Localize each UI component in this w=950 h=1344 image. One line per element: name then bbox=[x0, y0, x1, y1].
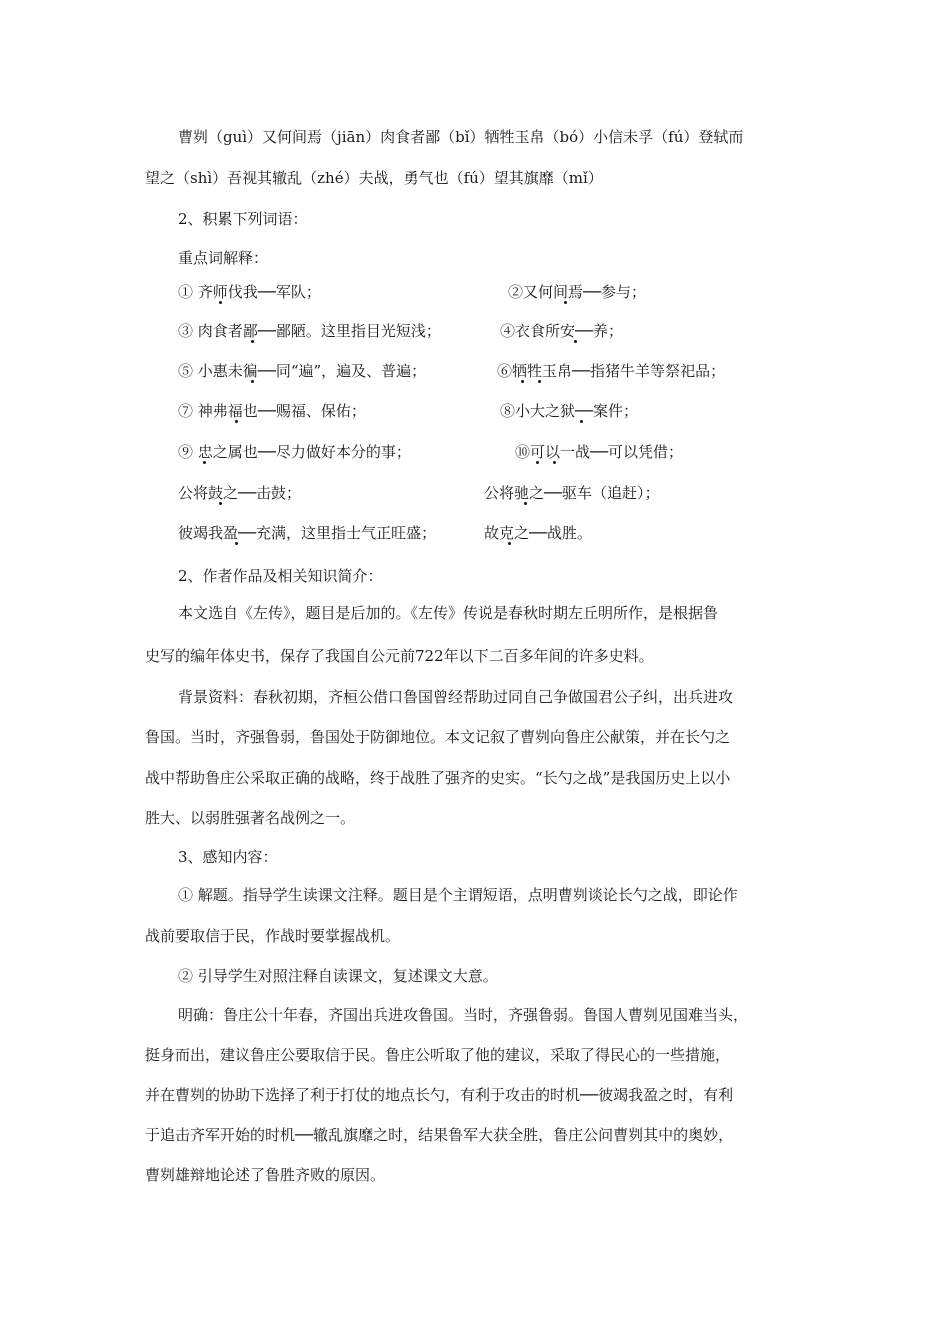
background-para-line: 胜大、以弱胜强著名战例之一。 bbox=[145, 809, 356, 827]
vocab-row-5-left: ⑨ 忠之属也──尽力做好本分的事； bbox=[178, 443, 411, 461]
emphasis-dot bbox=[574, 340, 577, 343]
content-heading: 3、感知内容： bbox=[178, 848, 278, 866]
vocab-row-2-left: ③ 肉食者鄙──鄙陋。这里指目光短浅； bbox=[178, 322, 441, 340]
emphasis-dot bbox=[524, 502, 527, 505]
vocab-row-2-right: ④衣食所安──养； bbox=[500, 322, 624, 340]
content-para-line: ② 引导学生对照注释自读课文，复述课文大意。 bbox=[178, 967, 498, 985]
author-para-line: 本文选自《左传》，题目是后加的。《左传》传说是春秋时期左丘明所作，是根据鲁 bbox=[178, 604, 719, 622]
content-para-line: 明确：鲁庄公十年春，齐国出兵进攻鲁国。当时，齐强鲁弱。鲁国人曹刿见国难当头， bbox=[178, 1006, 749, 1024]
emphasis-dot bbox=[538, 380, 541, 383]
emphasis-dot bbox=[536, 461, 539, 464]
author-heading: 2、作者作品及相关知识简介： bbox=[178, 567, 383, 585]
emphasis-dot bbox=[521, 380, 524, 383]
background-para-line: 背景资料：春秋初期，齐桓公借口鲁国曾经帮助过同自己争做国君公子纠，出兵进攻 bbox=[178, 688, 734, 706]
vocab-row-3-right: ⑥牺牲玉帛──指猪牛羊等祭祀品； bbox=[497, 362, 726, 380]
content-para-line: 并在曹刿的协助下选择了利于打仗的地点长勺，有利于攻击的时机──彼竭我盈之时，有利 bbox=[145, 1086, 734, 1104]
vocab-row-6-left: 公将鼓之──击鼓； bbox=[178, 484, 302, 502]
emphasis-dot bbox=[219, 502, 222, 505]
content-para-line: ① 解题。指导学生读课文注释。题目是个主谓短语，点明曹刿谈论长勺之战，即论作 bbox=[178, 886, 738, 904]
emphasis-dot bbox=[580, 420, 583, 423]
vocab-row-7-left: 彼竭我盈──充满，这里指士气正旺盛； bbox=[178, 524, 437, 542]
vocab-row-6-right: 公将驰之──驱车（追赶）； bbox=[484, 484, 660, 502]
vocab-row-4-left: ⑦ 神弗福也──赐福、保佑； bbox=[178, 402, 366, 420]
vocab-heading: 2、积累下列词语： bbox=[178, 210, 308, 228]
vocab-row-3-left: ⑤ 小惠未徧──同“遍”，遍及、普遍； bbox=[178, 362, 427, 380]
pinyin-line-2: 望之（shì）吾视其辙乱（zhé）夫战，勇气也（fú）望其旗靡（mǐ） bbox=[145, 169, 603, 187]
emphasis-dot bbox=[251, 380, 254, 383]
emphasis-dot bbox=[508, 542, 511, 545]
emphasis-dot bbox=[251, 340, 254, 343]
content-para-line: 于追击齐军开始的时机──辙乱旗靡之时，结果鲁军大获全胜，鲁庄公问曹刿其中的奥妙， bbox=[145, 1126, 734, 1144]
vocab-row-4-right: ⑧小大之狱──案件； bbox=[500, 402, 639, 420]
emphasis-dot bbox=[564, 301, 567, 304]
pinyin-line-1: 曹刿（guì）又何间焉（jiān）肉食者鄙（bǐ）牺牲玉帛（bó）小信未孚（fú）登轼而 bbox=[178, 128, 744, 146]
author-para-line: 史写的编年体史书，保存了我国自公元前722年以下二百多年间的许多史料。 bbox=[145, 647, 654, 665]
emphasis-dot bbox=[219, 301, 222, 304]
vocab-subheading: 重点词解释： bbox=[178, 249, 269, 267]
emphasis-dot bbox=[235, 420, 238, 423]
vocab-row-5-right: ⑩可以一战──可以凭借； bbox=[515, 443, 684, 461]
emphasis-dot bbox=[203, 461, 206, 464]
content-para-line: 战前要取信于民，作战时要掌握战机。 bbox=[145, 927, 401, 945]
vocab-row-1-right: ②又何间焉──参与； bbox=[508, 283, 647, 301]
emphasis-dot bbox=[235, 542, 238, 545]
emphasis-dot bbox=[553, 461, 556, 464]
content-para-line: 曹刿雄辩地论述了鲁胜齐败的原因。 bbox=[145, 1166, 386, 1184]
vocab-row-1-left: ① 齐师伐我──军队； bbox=[178, 283, 321, 301]
vocab-row-7-right: 故克之──战胜。 bbox=[484, 524, 593, 542]
content-para-line: 挺身而出，建议鲁庄公要取信于民。鲁庄公听取了他的建议，采取了得民心的一些措施， bbox=[145, 1046, 731, 1064]
background-para-line: 鲁国。当时，齐强鲁弱，鲁国处于防御地位。本文记叙了曹刿向鲁庄公献策，并在长勺之 bbox=[145, 728, 731, 746]
background-para-line: 战中帮助鲁庄公采取正确的战略，终于战胜了强齐的史实。“长勺之战”是我国历史上以小 bbox=[145, 769, 731, 787]
